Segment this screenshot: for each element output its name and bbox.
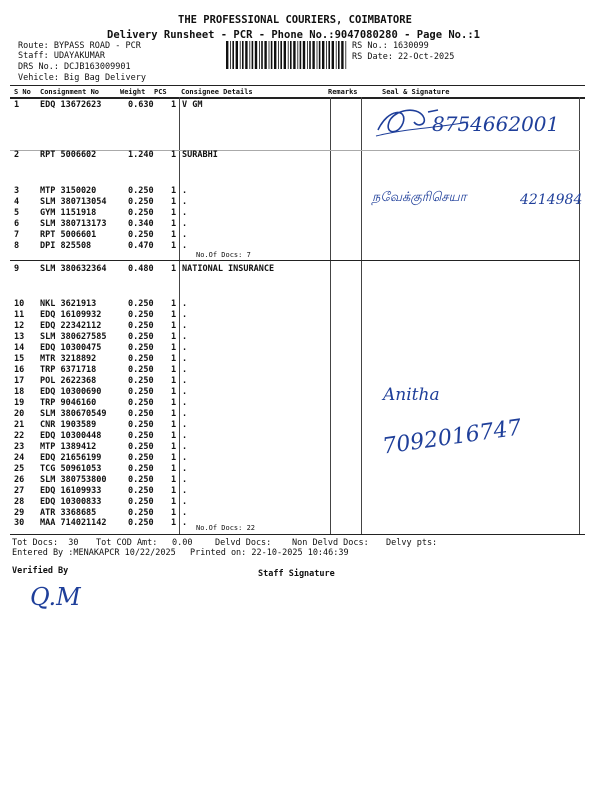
row-consignee: SURABHI: [182, 150, 218, 160]
row-consignment: MTR 3218892: [40, 354, 97, 364]
row-consignee: .: [182, 365, 188, 375]
row-consignee: NATIONAL INSURANCE: [182, 264, 275, 274]
col-separator: [330, 97, 331, 534]
row-consignment: DPI 825508: [40, 241, 92, 251]
row-pcs: 1: [171, 431, 177, 441]
row-pcs: 1: [171, 230, 177, 240]
barcode-bar: [322, 41, 324, 69]
row-consignment: EDQ 10300448: [40, 431, 102, 441]
row-consignment: MTP 3150020: [40, 186, 97, 196]
row-pcs: 1: [171, 420, 177, 430]
row-consignment: TRP 9046160: [40, 398, 97, 408]
barcode-bar: [309, 41, 311, 69]
col-consignment: Consignment No: [40, 88, 100, 96]
row-consignment: EDQ 13672623: [40, 100, 102, 110]
row-consignment: SLM 380627585: [40, 332, 107, 342]
row-consignee: .: [182, 475, 188, 485]
row-sno: 30: [14, 518, 25, 528]
row-weight: 0.250: [128, 398, 154, 408]
barcode-bar: [264, 41, 266, 69]
row-sno: 21: [14, 420, 25, 430]
row-sno: 4: [14, 197, 20, 207]
document-title: THE PROFESSIONAL COURIERS, COIMBATORE: [178, 14, 412, 26]
row-sno: 14: [14, 343, 25, 353]
row-weight: 0.470: [128, 241, 154, 251]
barcode-bar: [307, 41, 308, 69]
row-sno: 27: [14, 486, 25, 496]
barcode-bar: [240, 41, 241, 69]
rs-date: RS Date: 22-Oct-2025: [352, 52, 455, 62]
row-consignee: .: [182, 464, 188, 474]
barcode-bar: [319, 41, 321, 69]
row-weight: 0.250: [128, 299, 154, 309]
row-sno: 16: [14, 365, 25, 375]
barcode-bar: [326, 41, 327, 69]
row-consignment: EDQ 22342112: [40, 321, 102, 331]
row-sno: 29: [14, 508, 25, 518]
row-sno: 28: [14, 497, 25, 507]
row-consignee: .: [182, 486, 188, 496]
row-consignee: .: [182, 508, 188, 518]
row-consignment: EDQ 10300833: [40, 497, 102, 507]
row-weight: 0.250: [128, 332, 154, 342]
staff-signature-label: Staff Signature: [258, 569, 335, 579]
row-consignment: EDQ 10300475: [40, 343, 102, 353]
row-sno: 10: [14, 299, 25, 309]
row-sno: 6: [14, 219, 20, 229]
col-separator: [579, 97, 580, 534]
row-consignment: SLM 380753800: [40, 475, 107, 485]
row-consignee: .: [182, 442, 188, 452]
row-sno: 3: [14, 186, 20, 196]
barcode-bar: [288, 41, 289, 69]
barcode-bar: [236, 41, 238, 69]
row-pcs: 1: [171, 197, 177, 207]
row-pcs: 1: [171, 518, 177, 528]
row-pcs: 1: [171, 486, 177, 496]
row-consignment: EDQ 21656199: [40, 453, 102, 463]
row-consignee: V GM: [182, 100, 203, 110]
row-pcs: 1: [171, 442, 177, 452]
handwritten-phone: 7092016747: [380, 415, 524, 460]
row-pcs: 1: [171, 365, 177, 375]
row-pcs: 1: [171, 354, 177, 364]
row-consignee: .: [182, 409, 188, 419]
handwritten-name: Anitha: [383, 385, 440, 405]
row-pcs: 1: [171, 310, 177, 320]
row-weight: 0.480: [128, 264, 154, 274]
row-sno: 20: [14, 409, 25, 419]
row-consignee: .: [182, 398, 188, 408]
row-consignee: .: [182, 241, 188, 251]
barcode-bar: [338, 41, 340, 69]
row-consignment: RPT 5006602: [40, 150, 97, 160]
row-weight: 0.250: [128, 321, 154, 331]
row-consignee: .: [182, 431, 188, 441]
col-separator: [179, 97, 180, 534]
row-weight: 0.250: [128, 518, 154, 528]
row-pcs: 1: [171, 475, 177, 485]
row-pcs: 1: [171, 332, 177, 342]
barcode-bar: [259, 41, 260, 69]
row-pcs: 1: [171, 387, 177, 397]
row-sno: 9: [14, 264, 20, 274]
row-weight: 0.250: [128, 420, 154, 430]
barcode-bar: [284, 41, 286, 69]
barcode: [226, 41, 348, 69]
row-consignment: ATR 3368685: [40, 508, 97, 518]
printed-on: Printed on: 22-10-2025 10:46:39: [190, 548, 349, 558]
row-weight: 0.250: [128, 376, 154, 386]
row-pcs: 1: [171, 299, 177, 309]
row-sno: 19: [14, 398, 25, 408]
row-consignment: TRP 6371718: [40, 365, 97, 375]
row-weight: 0.250: [128, 497, 154, 507]
barcode-bar: [290, 41, 292, 69]
col-consignee: Consignee Details: [181, 88, 253, 96]
drs-label: DRS No.: DCJB163009901: [18, 62, 131, 72]
row-pcs: 1: [171, 398, 177, 408]
row-consignee: .: [182, 332, 188, 342]
row-consignment: SLM 380713173: [40, 219, 107, 229]
barcode-bar: [300, 41, 302, 69]
barcode-bar: [274, 41, 276, 69]
row-weight: 0.250: [128, 508, 154, 518]
row-weight: 0.250: [128, 486, 154, 496]
row-weight: 0.250: [128, 186, 154, 196]
row-consignment: SLM 380632364: [40, 264, 107, 274]
row-consignment: GYM 1151918: [40, 208, 97, 218]
barcode-bar: [312, 41, 314, 69]
row-pcs: 1: [171, 409, 177, 419]
barcode-bar: [249, 41, 250, 69]
row-sno: 5: [14, 208, 20, 218]
row-pcs: 1: [171, 321, 177, 331]
row-pcs: 1: [171, 508, 177, 518]
barcode-bar: [230, 41, 231, 69]
group-doc-count: No.Of Docs: 7: [196, 251, 251, 259]
barcode-bar: [278, 41, 279, 69]
row-consignee: .: [182, 197, 188, 207]
row-weight: 1.240: [128, 150, 154, 160]
delvd-docs: Delvd Docs:: [215, 538, 272, 548]
row-consignee: .: [182, 453, 188, 463]
row-pcs: 1: [171, 376, 177, 386]
barcode-bar: [332, 41, 334, 69]
group-rule: [10, 260, 580, 261]
col-separator: [361, 97, 362, 534]
row-consignment: EDQ 16109932: [40, 310, 102, 320]
document-subtitle: Delivery Runsheet - PCR - Phone No.:9047080280 - Page No.:1: [107, 29, 480, 41]
barcode-bar: [345, 41, 346, 69]
row-sno: 1: [14, 100, 20, 110]
barcode-bar: [261, 41, 263, 69]
row-consignee: .: [182, 343, 188, 353]
row-consignee: .: [182, 518, 188, 528]
row-pcs: 1: [171, 208, 177, 218]
verified-initials: Q.M: [30, 583, 81, 611]
barcode-bar: [245, 41, 247, 69]
row-consignee: .: [182, 299, 188, 309]
row-weight: 0.250: [128, 453, 154, 463]
barcode-bar: [336, 41, 337, 69]
row-sno: 22: [14, 431, 25, 441]
route-label: Route: BYPASS ROAD - PCR: [18, 41, 141, 51]
barcode-bar: [303, 41, 305, 69]
row-weight: 0.630: [128, 100, 154, 110]
row-sno: 15: [14, 354, 25, 364]
row-weight: 0.250: [128, 409, 154, 419]
tot-cod-value: 0.00: [172, 538, 193, 548]
row-pcs: 1: [171, 219, 177, 229]
barcode-bar: [297, 41, 298, 69]
row-consignee: .: [182, 186, 188, 196]
row-sno: 17: [14, 376, 25, 386]
row-weight: 0.250: [128, 208, 154, 218]
row-pcs: 1: [171, 264, 177, 274]
col-weight: Weight: [120, 88, 146, 96]
row-weight: 0.250: [128, 343, 154, 353]
row-weight: 0.340: [128, 219, 154, 229]
barcode-bar: [341, 41, 343, 69]
row-sno: 11: [14, 310, 25, 320]
row-sno: 7: [14, 230, 20, 240]
entered-by: Entered By :MENAKAPCR 10/22/2025: [12, 548, 176, 558]
row-sno: 23: [14, 442, 25, 452]
col-seal: Seal & Signature: [382, 88, 450, 96]
rs-number: RS No.: 1630099: [352, 41, 429, 51]
row-sno: 13: [14, 332, 25, 342]
barcode-bar: [252, 41, 254, 69]
tot-cod-label: Tot COD Amt:: [96, 538, 158, 548]
row-weight: 0.250: [128, 431, 154, 441]
col-sno: S No: [14, 88, 31, 96]
row-pcs: 1: [171, 150, 177, 160]
row-weight: 0.250: [128, 442, 154, 452]
row-pcs: 1: [171, 464, 177, 474]
row-consignment: RPT 5006601: [40, 230, 97, 240]
row-pcs: 1: [171, 343, 177, 353]
row-consignment: SLM 380670549: [40, 409, 107, 419]
verified-by-label: Verified By: [12, 566, 69, 576]
row-weight: 0.250: [128, 230, 154, 240]
vehicle-label: Vehicle: Big Bag Delivery: [18, 73, 146, 83]
row-consignment: MAA 714021142: [40, 518, 107, 528]
row-pcs: 1: [171, 497, 177, 507]
barcode-bar: [242, 41, 244, 69]
barcode-bar: [280, 41, 282, 69]
row-consignee: .: [182, 219, 188, 229]
group-doc-count: No.Of Docs: 22: [196, 524, 256, 532]
row-consignment: CNR 1903589: [40, 420, 97, 430]
row-weight: 0.250: [128, 354, 154, 364]
tot-docs: Tot Docs: 30: [12, 538, 79, 548]
table-top-rule: [10, 85, 585, 86]
barcode-bar: [271, 41, 273, 69]
row-consignee: .: [182, 376, 188, 386]
row-consignment: NKL 3621913: [40, 299, 97, 309]
row-consignee: .: [182, 354, 188, 364]
row-sno: 12: [14, 321, 25, 331]
row-sno: 24: [14, 453, 25, 463]
row-consignee: .: [182, 387, 188, 397]
row-pcs: 1: [171, 453, 177, 463]
row-sno: 26: [14, 475, 25, 485]
barcode-bar: [255, 41, 257, 69]
row-consignment: EDQ 16109933: [40, 486, 102, 496]
row-sno: 8: [14, 241, 20, 251]
barcode-bar: [269, 41, 270, 69]
row-consignee: .: [182, 497, 188, 507]
row-consignee: .: [182, 310, 188, 320]
row-weight: 0.250: [128, 197, 154, 207]
barcode-bar: [317, 41, 318, 69]
row-pcs: 1: [171, 100, 177, 110]
col-remarks: Remarks: [328, 88, 358, 96]
row-weight: 0.250: [128, 365, 154, 375]
row-pcs: 1: [171, 241, 177, 251]
handwritten-phone: 8754662001: [432, 112, 560, 136]
row-consignee: .: [182, 230, 188, 240]
barcode-bar: [293, 41, 295, 69]
row-weight: 0.250: [128, 310, 154, 320]
delvy-pts: Delvy pts:: [386, 538, 438, 548]
row-weight: 0.250: [128, 387, 154, 397]
row-consignee: .: [182, 420, 188, 430]
handwritten-number: 4214984: [520, 192, 583, 208]
row-weight: 0.250: [128, 464, 154, 474]
row-sno: 25: [14, 464, 25, 474]
handwritten-name-tamil: நவேக்குரிசெயா: [372, 190, 467, 205]
row-consignee: .: [182, 208, 188, 218]
row-sno: 18: [14, 387, 25, 397]
table-bottom-rule: [10, 534, 585, 535]
col-pcs: PCS: [154, 88, 167, 96]
row-pcs: 1: [171, 186, 177, 196]
row-consignee: .: [182, 321, 188, 331]
row-consignment: EDQ 10300690: [40, 387, 102, 397]
barcode-bar: [328, 41, 330, 69]
non-delvd-docs: Non Delvd Docs:: [292, 538, 369, 548]
barcode-bar: [226, 41, 228, 69]
row-weight: 0.250: [128, 475, 154, 485]
row-consignment: TCG 50961053: [40, 464, 102, 474]
barcode-bar: [232, 41, 234, 69]
row-sno: 2: [14, 150, 20, 160]
row-consignment: MTP 1389412: [40, 442, 97, 452]
row-consignment: SLM 380713054: [40, 197, 107, 207]
staff-label: Staff: UDAYAKUMAR: [18, 51, 105, 61]
row-consignment: POL 2622368: [40, 376, 97, 386]
